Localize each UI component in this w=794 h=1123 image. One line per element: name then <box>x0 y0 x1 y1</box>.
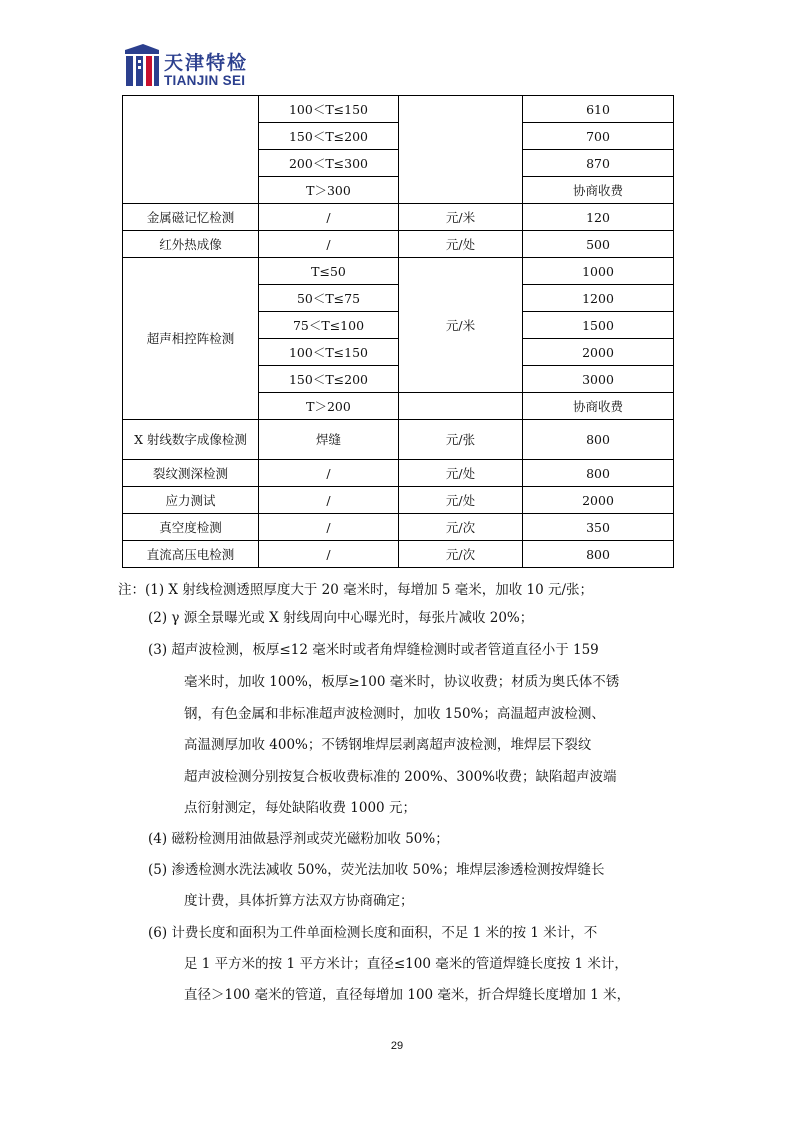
table-row <box>123 96 674 123</box>
note-line: 毫米时，加收 100%，板厚≥100 毫米时，协议收费；材质为奥氏体不锈 <box>184 674 620 690</box>
note-line: (5) 渗透检测水洗法减收 50%，荧光法加收 50%；堆焊层渗透检测按焊缝长 <box>148 862 605 878</box>
table-row <box>123 231 674 258</box>
unit-cell: 元/处 <box>399 231 523 258</box>
item-cell: 金属磁记忆检测 <box>123 204 259 231</box>
company-logo <box>123 42 283 90</box>
note-line: 足 1 平方米的按 1 平方米计；直径≤100 毫米的管道焊缝长度按 1 米计， <box>184 956 628 972</box>
spec-cell: / <box>259 487 399 514</box>
spec-cell: T＞300 <box>259 177 399 204</box>
building-logo-icon <box>123 42 161 88</box>
note-line: 度计费，具体折算方法双方协商确定； <box>184 893 414 909</box>
price-cell: 350 <box>523 514 674 541</box>
spec-cell: T＞200 <box>259 393 399 420</box>
price-cell: 870 <box>523 150 674 177</box>
note-line: 点衍射测定，每处缺陷收费 1000 元； <box>184 800 416 816</box>
price-cell: 800 <box>523 541 674 568</box>
spec-cell: / <box>259 514 399 541</box>
item-cell: 超声相控阵检测 <box>123 258 259 420</box>
unit-cell: 元/米 <box>399 204 523 231</box>
price-cell: 3000 <box>523 366 674 393</box>
price-cell: 800 <box>523 460 674 487</box>
spec-cell: 75＜T≤100 <box>259 312 399 339</box>
item-cell: 真空度检测 <box>123 514 259 541</box>
table-row <box>123 460 674 487</box>
price-cell: 120 <box>523 204 674 231</box>
note-line: 注：(1) X 射线检测透照厚度大于 20 毫米时，每增加 5 毫米，加收 10 元/张； <box>118 582 594 598</box>
spec-cell: 100＜T≤150 <box>259 339 399 366</box>
table-row <box>123 258 674 285</box>
unit-cell: 元/次 <box>399 541 523 568</box>
price-cell: 700 <box>523 123 674 150</box>
spec-cell: T≤50 <box>259 258 399 285</box>
table-row <box>123 541 674 568</box>
item-cell: 裂纹测深检测 <box>123 460 259 487</box>
price-cell: 协商收费 <box>523 393 674 420</box>
table-row <box>123 420 674 460</box>
price-cell: 800 <box>523 420 674 460</box>
unit-cell: 元/处 <box>399 487 523 514</box>
unit-cell <box>399 393 523 420</box>
note-line: 高温测厚加收 400%；不锈钢堆焊层剥离超声波检测，堆焊层下裂纹 <box>184 737 592 753</box>
price-cell: 1500 <box>523 312 674 339</box>
note-line: (2) γ 源全景曝光或 X 射线周向中心曝光时，每张片减收 20%； <box>148 610 534 626</box>
item-cell: 红外热成像 <box>123 231 259 258</box>
price-cell: 610 <box>523 96 674 123</box>
spec-cell: / <box>259 541 399 568</box>
note-line: (6) 计费长度和面积为工件单面检测长度和面积，不足 1 米的按 1 米计，不 <box>148 925 598 941</box>
unit-cell <box>399 96 523 204</box>
price-cell: 500 <box>523 231 674 258</box>
logo-chinese-name: 天津特检 <box>164 52 249 74</box>
page-number: 29 <box>390 1040 404 1052</box>
spec-cell: 150＜T≤200 <box>259 123 399 150</box>
unit-cell: 元/处 <box>399 460 523 487</box>
item-cell: 直流高压电检测 <box>123 541 259 568</box>
table-row <box>123 514 674 541</box>
unit-cell: 元/次 <box>399 514 523 541</box>
table-row <box>123 487 674 514</box>
spec-cell: 150＜T≤200 <box>259 366 399 393</box>
item-cell: X 射线数字成像检测 <box>123 420 259 460</box>
price-cell: 2000 <box>523 487 674 514</box>
note-line: 直径＞100 毫米的管道，直径每增加 100 毫米，折合焊缝长度增加 1 米， <box>184 987 631 1003</box>
price-cell: 1200 <box>523 285 674 312</box>
spec-cell: 200＜T≤300 <box>259 150 399 177</box>
note-line: (3) 超声波检测，板厚≤12 毫米时或者角焊缝检测时或者管道直径小于 159 <box>148 642 599 658</box>
unit-cell: 元/张 <box>399 420 523 460</box>
spec-cell: 100＜T≤150 <box>259 96 399 123</box>
fee-table <box>122 95 674 568</box>
note-line: 钢，有色金属和非标准超声波检测时，加收 150%；高温超声波检测、 <box>184 706 605 722</box>
logo-english-name: TIANJIN SEI <box>164 73 246 88</box>
spec-cell: 50＜T≤75 <box>259 285 399 312</box>
item-cell: 应力测试 <box>123 487 259 514</box>
table-row <box>123 204 674 231</box>
price-cell: 协商收费 <box>523 177 674 204</box>
note-line: (4) 磁粉检测用油做悬浮剂或荧光磁粉加收 50%； <box>148 831 449 847</box>
price-cell: 1000 <box>523 258 674 285</box>
spec-cell: / <box>259 204 399 231</box>
item-cell <box>123 96 259 204</box>
note-line: 超声波检测分别按复合板收费标准的 200%、300%收费；缺陷超声波端 <box>184 769 617 785</box>
price-cell: 2000 <box>523 339 674 366</box>
spec-cell: 焊缝 <box>259 420 399 460</box>
unit-cell: 元/米 <box>399 258 523 393</box>
spec-cell: / <box>259 231 399 258</box>
spec-cell: / <box>259 460 399 487</box>
